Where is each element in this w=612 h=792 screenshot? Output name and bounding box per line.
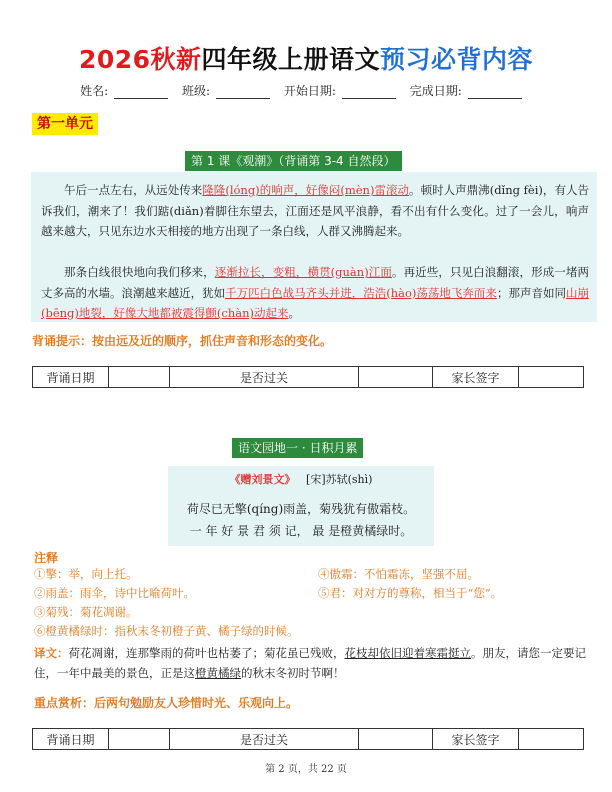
title-part-2: 四年级上册语文 <box>201 45 381 74</box>
parent-sign-cell[interactable] <box>519 367 584 388</box>
poem-box <box>168 466 434 546</box>
section-heading-garden: 语文园地一 · 日积月累 <box>232 438 363 458</box>
finish-date-blank[interactable] <box>468 86 522 99</box>
title-part-3: 预习必背内容 <box>380 45 534 74</box>
unit-heading: 第一单元 <box>32 113 98 135</box>
recite-date-cell[interactable] <box>109 729 170 750</box>
recite-date-label: 背诵日期 <box>33 367 109 388</box>
parent-sign-label: 家长签字 <box>433 729 519 750</box>
pass-label: 是否过关 <box>170 729 359 750</box>
notes-heading: 注释 <box>34 551 59 565</box>
sign-table-2 <box>32 728 584 750</box>
p2-text-d: 。 <box>288 306 300 320</box>
translation <box>34 643 586 683</box>
p2-text-b: 。再近些，只见白浪翻滚，形成一堵两丈多高的水墙。浪潮越来越近，犹如 <box>41 265 590 300</box>
translation-underline-1: 花枝却依旧迎着寒霜挺立 <box>344 646 471 660</box>
key-appreciation: 重点赏析：后两句勉励友人珍惜时光、乐观向上。 <box>34 696 299 710</box>
parent-sign-label: 家长签字 <box>433 367 519 388</box>
parent-sign-cell[interactable] <box>519 729 584 750</box>
page-footer: 第 2 页，共 22 页 <box>265 764 347 775</box>
finish-date-label: 完成日期: <box>409 84 462 98</box>
note-3: ③菊残：菊花凋谢。 <box>34 605 138 619</box>
recite-date-cell[interactable] <box>109 367 170 388</box>
p1-highlight: 隆隆(lóng)的响声，好像闷(mèn)雷滚动 <box>202 183 410 197</box>
p2-highlight-2: 千万匹白色战马齐头并进，浩浩(hào)荡荡地飞奔而来 <box>225 285 497 300</box>
poem-line-1: 荷尽已无擎(qíng)雨盖，菊残犹有傲霜枝。 <box>186 502 416 516</box>
p1-text-a: 午后一点左右，从远处传来 <box>64 183 203 197</box>
translation-text-a: 荷花凋谢，连那擎雨的荷叶也枯萎了；菊花虽已残败， <box>68 646 345 660</box>
poem-author: [宋]苏轼(shì) <box>306 473 373 486</box>
class-blank[interactable] <box>216 86 270 99</box>
pass-cell[interactable] <box>359 729 433 750</box>
name-blank[interactable] <box>114 86 168 99</box>
passage-box <box>31 172 597 322</box>
start-date-label: 开始日期: <box>283 84 336 98</box>
sign-table-1 <box>32 366 584 388</box>
name-label: 姓名: <box>80 84 109 98</box>
poem-line-2: 一 年 好 景 君 须 记， 最 是橙黄橘绿时。 <box>189 524 413 538</box>
p1-text-b: 。顿时人声鼎沸(dǐng fèi)，有人告诉我们，潮来了！我们踮(diǎn)着脚往东望去，江面还是风平浪静，看不出有什么变化。过了一会儿，响声越来越大，只见东边水天相接的地方出现了一条白线，人群又沸腾起来。 <box>41 183 589 238</box>
passage-paragraph-1 <box>41 180 589 242</box>
note-5: ⑤君：对对方的尊称，相当于“您”。 <box>318 586 503 600</box>
lesson-heading: 第 1 课《观潮》（背诵第 3-4 自然段） <box>185 151 402 171</box>
page-title <box>0 40 612 76</box>
translation-label: 译文： <box>34 646 69 660</box>
poem-title-line <box>168 471 434 487</box>
translation-text-c: 的秋末冬初时节啊！ <box>241 666 345 680</box>
note-4: ④傲霜：不怕霜冻，坚强不屈。 <box>318 567 479 581</box>
title-part-1: 2026秋新 <box>78 45 202 74</box>
recite-date-label: 背诵日期 <box>33 729 109 750</box>
note-1: ①擎：举，向上托。 <box>34 567 138 581</box>
p2-highlight-1: 逐渐拉长，变粗，横贯(guàn)江面 <box>214 265 392 279</box>
translation-underline-2: 橙黄橘绿 <box>195 666 241 680</box>
p2-highlight-3: 山崩(bēng)地裂，好像大地都被震得颤(chàn)动起来 <box>41 285 590 320</box>
pass-cell[interactable] <box>359 367 433 388</box>
recite-tip: 背诵提示：按由远及近的顺序，抓住声音和形态的变化。 <box>32 334 333 348</box>
note-2: ②雨盖：雨伞，诗中比喻荷叶。 <box>34 586 195 600</box>
pass-label: 是否过关 <box>170 367 359 388</box>
start-date-blank[interactable] <box>342 86 396 99</box>
translation-text-b: 。朋友，请您一定要记住，一年中最美的景色，正是这 <box>34 646 586 680</box>
class-label: 班级: <box>182 84 211 98</box>
p2-text-c: ；那声音如同 <box>496 285 566 300</box>
note-6: ⑥橙黄橘绿时：指秋末冬初橙子黄、橘子绿的时候。 <box>34 624 299 638</box>
p2-text-a: 那条白线很快地向我们移来， <box>64 265 215 279</box>
passage-paragraph-2 <box>41 262 589 324</box>
poem-title: 《赠刘景文》 <box>229 473 296 486</box>
student-info-line <box>0 82 612 99</box>
